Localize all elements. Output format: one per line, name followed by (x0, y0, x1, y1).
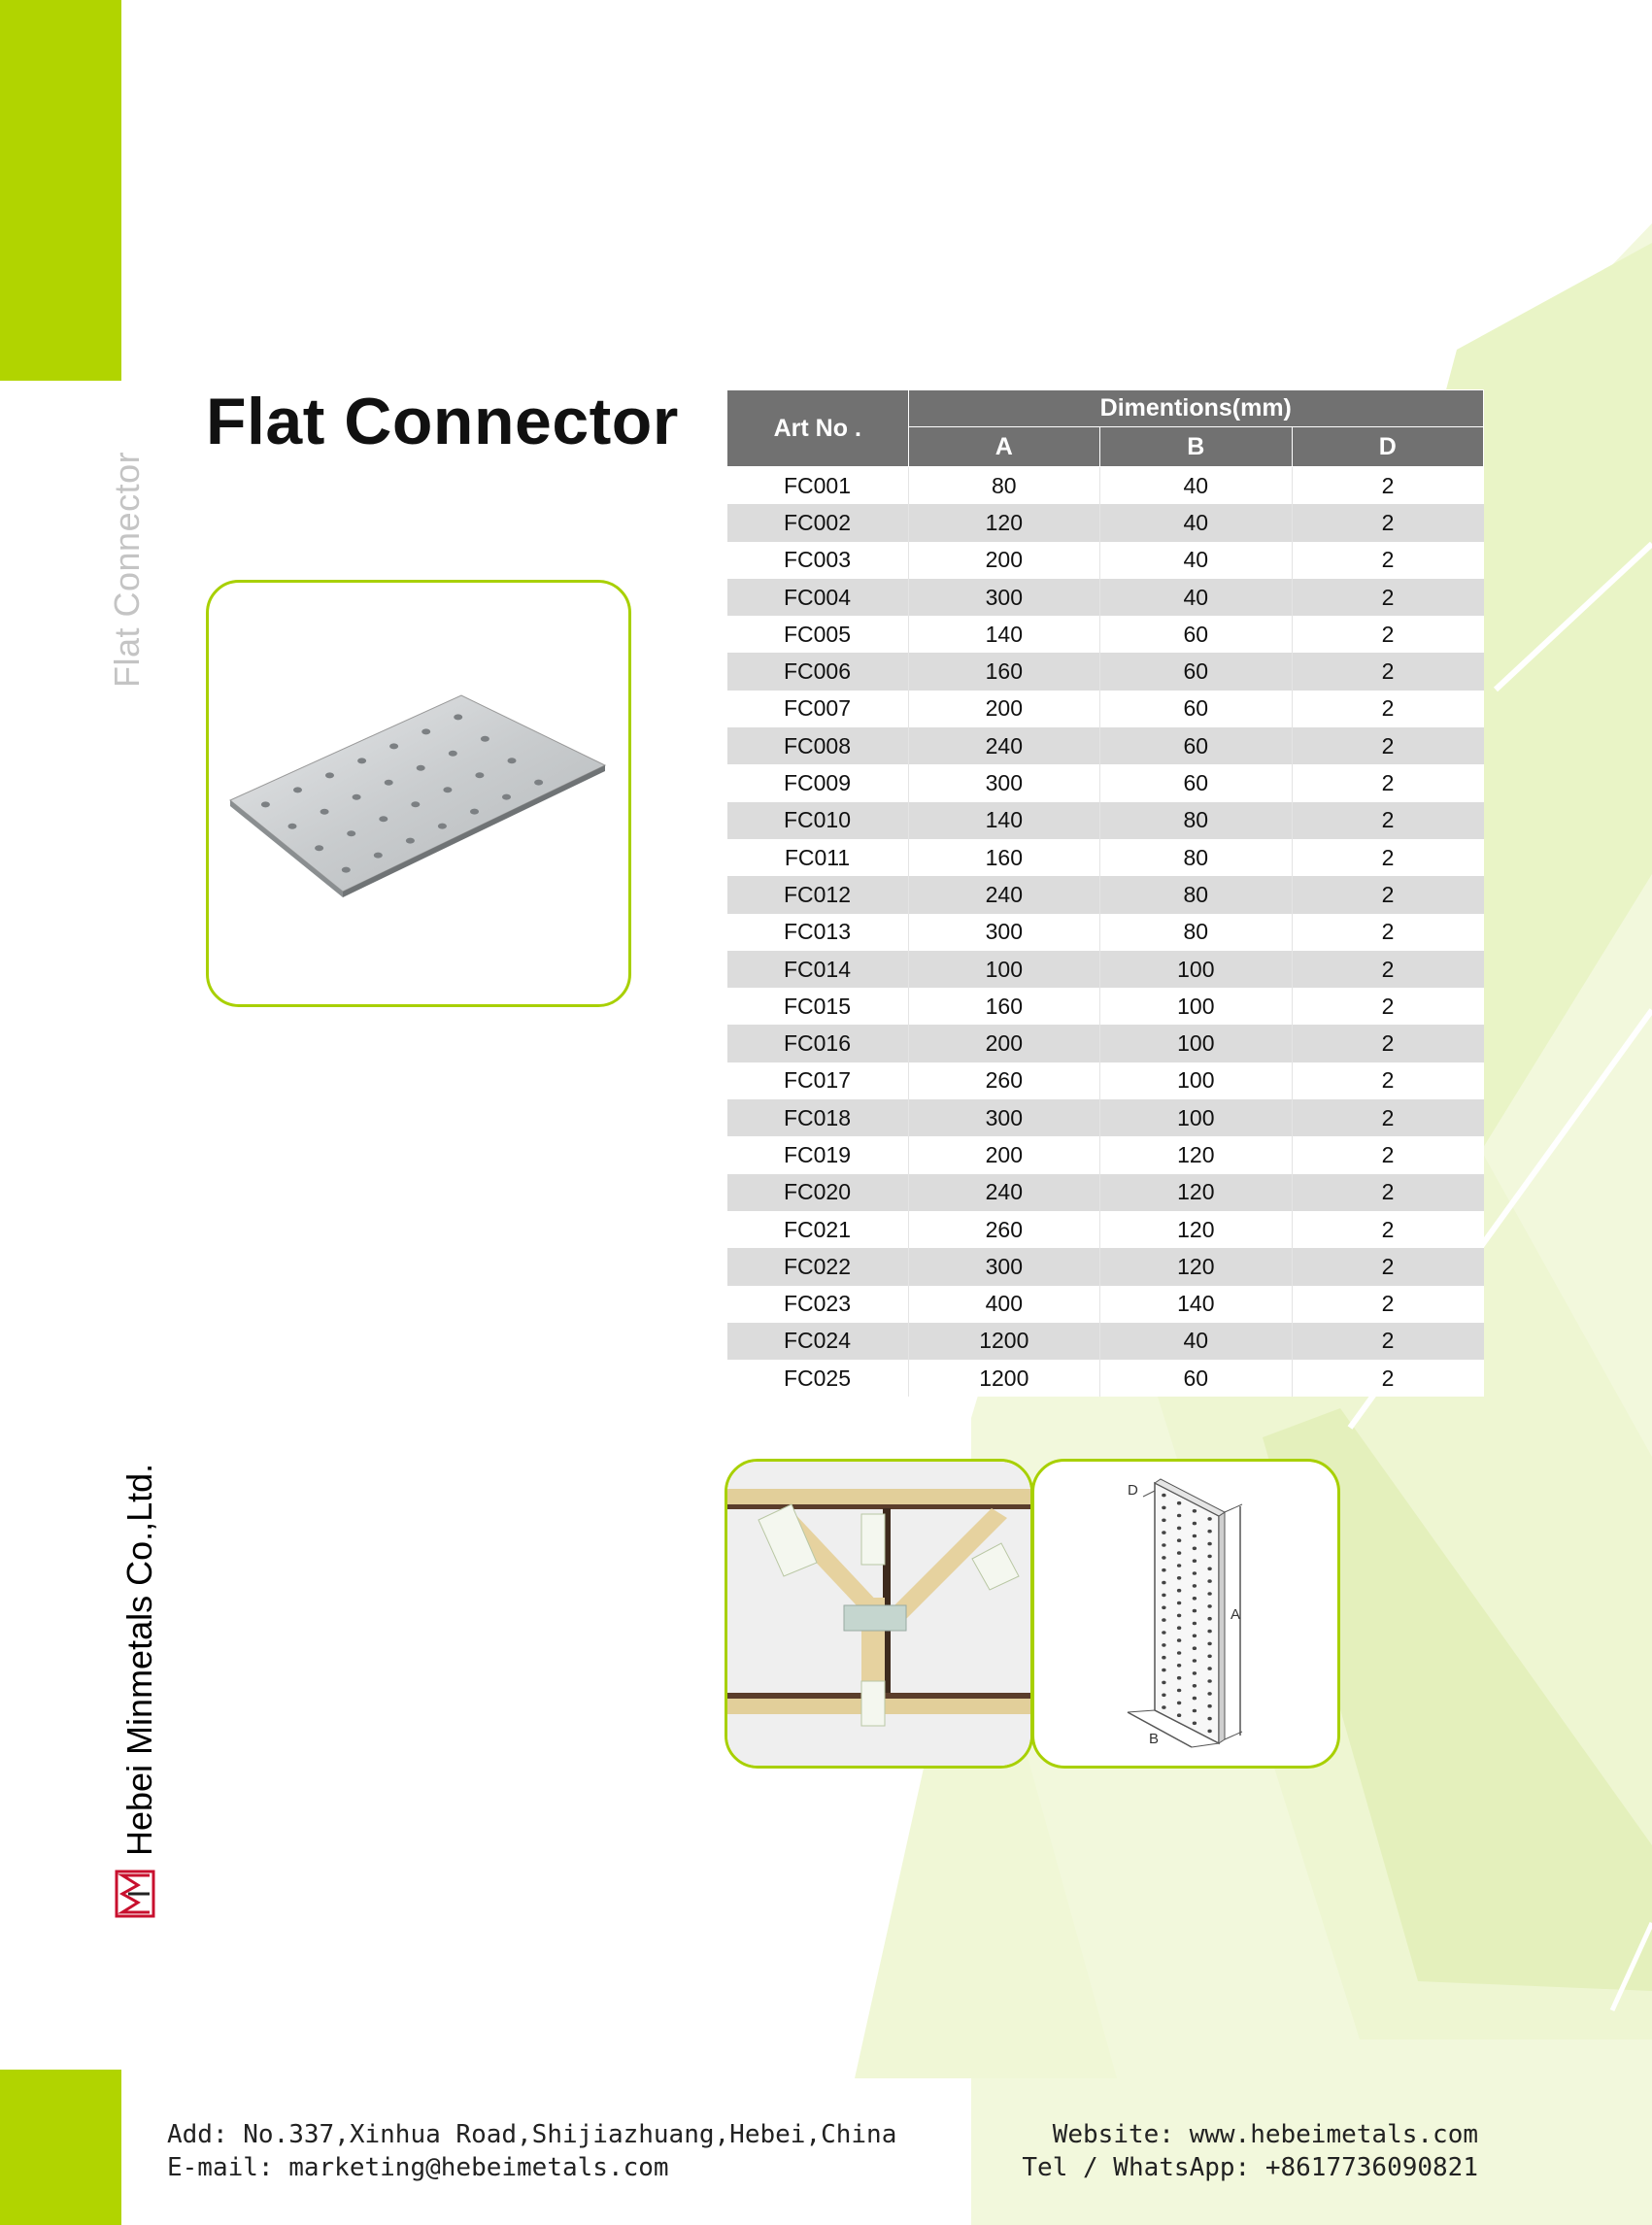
dim-b-cell: 60 (1100, 653, 1292, 690)
dim-a-cell: 80 (908, 467, 1100, 505)
table-row (727, 616, 1484, 653)
dim-d-cell: 2 (1292, 504, 1483, 541)
dim-d-cell: 2 (1292, 1174, 1483, 1211)
art-no-cell: FC018 (727, 1099, 909, 1136)
art-no-cell: FC008 (727, 727, 909, 764)
table-row (727, 542, 1484, 579)
dim-a-cell: 260 (908, 1211, 1100, 1248)
dim-b-cell: 40 (1100, 467, 1292, 505)
footer-contact-right (993, 2118, 1478, 2184)
art-no-cell: FC015 (727, 988, 909, 1025)
dim-d-cell: 2 (1292, 1136, 1483, 1173)
table-row (727, 1062, 1484, 1099)
dim-b-cell: 80 (1100, 914, 1292, 951)
dimension-diagram (1034, 1462, 1337, 1766)
table-row (727, 1286, 1484, 1323)
table-row (727, 988, 1484, 1025)
dim-d-cell: 2 (1292, 1099, 1483, 1136)
dim-a-cell: 300 (908, 579, 1100, 616)
application-photo-frame (725, 1459, 1033, 1769)
dim-b-cell: 60 (1100, 691, 1292, 727)
dim-b-cell: 100 (1100, 1025, 1292, 1062)
dim-b-cell: 120 (1100, 1248, 1292, 1285)
dim-b-cell: 80 (1100, 802, 1292, 839)
dim-a-cell: 140 (908, 802, 1100, 839)
art-no-cell: FC003 (727, 542, 909, 579)
art-no-cell: FC024 (727, 1323, 909, 1360)
art-no-cell: FC010 (727, 802, 909, 839)
dim-b-cell: 60 (1100, 616, 1292, 653)
dim-b-cell: 120 (1100, 1174, 1292, 1211)
dimensions-header: Dimentions(mm) (908, 390, 1483, 427)
dim-d-cell: 2 (1292, 1025, 1483, 1062)
table-row (727, 764, 1484, 801)
art-no-header: Art No . (727, 390, 909, 467)
art-no-cell: FC005 (727, 616, 909, 653)
column-d-header: D (1292, 427, 1483, 467)
art-no-cell: FC004 (727, 579, 909, 616)
dim-d-cell: 2 (1292, 951, 1483, 988)
dim-b-cell: 100 (1100, 951, 1292, 988)
dim-a-cell: 160 (908, 839, 1100, 876)
dim-a-cell: 200 (908, 691, 1100, 727)
art-no-cell: FC001 (727, 467, 909, 505)
diagram-label-a: A (1231, 1606, 1241, 1623)
dim-d-cell: 2 (1292, 579, 1483, 616)
art-no-cell: FC023 (727, 1286, 909, 1323)
dim-d-cell: 2 (1292, 876, 1483, 913)
footer-email: E-mail: marketing@hebeimetals.com (167, 2153, 669, 2182)
product-photo-frame (206, 580, 631, 1007)
art-no-cell: FC011 (727, 839, 909, 876)
table-row (727, 1136, 1484, 1173)
company-name: Hebei Minmetals Co.,Ltd. (118, 1463, 159, 1856)
art-no-cell: FC020 (727, 1174, 909, 1211)
dim-b-cell: 60 (1100, 764, 1292, 801)
dim-a-cell: 140 (908, 616, 1100, 653)
art-no-cell: FC006 (727, 653, 909, 690)
table-row (727, 653, 1484, 690)
table-row (727, 802, 1484, 839)
table-row (727, 727, 1484, 764)
art-no-cell: FC022 (727, 1248, 909, 1285)
dim-d-cell: 2 (1292, 1248, 1483, 1285)
dim-d-cell: 2 (1292, 727, 1483, 764)
table-row (727, 914, 1484, 951)
dim-b-cell: 80 (1100, 839, 1292, 876)
dim-a-cell: 240 (908, 727, 1100, 764)
truss-application-image (727, 1462, 1030, 1766)
dimension-diagram-frame (1031, 1459, 1340, 1769)
art-no-cell: FC013 (727, 914, 909, 951)
side-section-label: Flat Connector (107, 451, 147, 688)
flat-connector-plate-image (209, 583, 628, 1004)
dim-a-cell: 100 (908, 951, 1100, 988)
table-row (727, 1211, 1484, 1248)
footer-contact-left (167, 2118, 896, 2184)
dim-a-cell: 160 (908, 988, 1100, 1025)
dim-a-cell: 300 (908, 914, 1100, 951)
dim-a-cell: 1200 (908, 1323, 1100, 1360)
table-row (727, 951, 1484, 988)
dim-a-cell: 1200 (908, 1360, 1100, 1397)
table-row (727, 1174, 1484, 1211)
dim-d-cell: 2 (1292, 1323, 1483, 1360)
dim-a-cell: 160 (908, 653, 1100, 690)
dim-b-cell: 40 (1100, 579, 1292, 616)
dim-a-cell: 300 (908, 1248, 1100, 1285)
dim-b-cell: 100 (1100, 1099, 1292, 1136)
table-row (727, 839, 1484, 876)
table-row (727, 1248, 1484, 1285)
dim-d-cell: 2 (1292, 653, 1483, 690)
dim-a-cell: 200 (908, 542, 1100, 579)
art-no-cell: FC025 (727, 1360, 909, 1397)
table-row (727, 1360, 1484, 1397)
sidebar-accent-bottom (0, 2070, 121, 2225)
art-no-cell: FC009 (727, 764, 909, 801)
column-a-header: A (908, 427, 1100, 467)
dim-a-cell: 400 (908, 1286, 1100, 1323)
company-logo-icon (115, 1870, 164, 1918)
dim-d-cell: 2 (1292, 764, 1483, 801)
diagram-label-d: D (1128, 1482, 1138, 1499)
dim-b-cell: 60 (1100, 1360, 1292, 1397)
dim-d-cell: 2 (1292, 802, 1483, 839)
art-no-cell: FC019 (727, 1136, 909, 1173)
dim-a-cell: 240 (908, 876, 1100, 913)
dim-d-cell: 2 (1292, 1062, 1483, 1099)
table-row (727, 1099, 1484, 1136)
table-row (727, 579, 1484, 616)
footer-address: Add: No.337,Xinhua Road,Shijiazhuang,Hebei,China (167, 2120, 897, 2149)
art-no-cell: FC007 (727, 691, 909, 727)
diagram-label-b: B (1149, 1731, 1160, 1747)
dim-b-cell: 140 (1100, 1286, 1292, 1323)
dim-b-cell: 40 (1100, 1323, 1292, 1360)
dim-d-cell: 2 (1292, 467, 1483, 505)
art-no-cell: FC021 (727, 1211, 909, 1248)
footer-website: Website: www.hebeimetals.com (1052, 2120, 1478, 2149)
company-vertical-label (115, 1464, 164, 1918)
dim-d-cell: 2 (1292, 839, 1483, 876)
table-row (727, 1025, 1484, 1062)
dim-d-cell: 2 (1292, 542, 1483, 579)
dim-b-cell: 80 (1100, 876, 1292, 913)
dim-a-cell: 120 (908, 504, 1100, 541)
table-row (727, 504, 1484, 541)
dim-d-cell: 2 (1292, 1286, 1483, 1323)
dim-d-cell: 2 (1292, 988, 1483, 1025)
dim-d-cell: 2 (1292, 914, 1483, 951)
dim-b-cell: 100 (1100, 1062, 1292, 1099)
dim-a-cell: 240 (908, 1174, 1100, 1211)
dim-d-cell: 2 (1292, 691, 1483, 727)
art-no-cell: FC016 (727, 1025, 909, 1062)
dim-a-cell: 300 (908, 764, 1100, 801)
dim-b-cell: 120 (1100, 1136, 1292, 1173)
footer-phone: Tel / WhatsApp: +8617736090821 (1022, 2153, 1478, 2182)
dim-a-cell: 260 (908, 1062, 1100, 1099)
dim-a-cell: 200 (908, 1025, 1100, 1062)
dim-b-cell: 60 (1100, 727, 1292, 764)
table-row (727, 876, 1484, 913)
dim-b-cell: 40 (1100, 542, 1292, 579)
dim-a-cell: 300 (908, 1099, 1100, 1136)
sidebar-accent-top (0, 0, 121, 381)
table-row (727, 1323, 1484, 1360)
dim-b-cell: 120 (1100, 1211, 1292, 1248)
dim-d-cell: 2 (1292, 1360, 1483, 1397)
dim-d-cell: 2 (1292, 616, 1483, 653)
art-no-cell: FC017 (727, 1062, 909, 1099)
spec-table (726, 389, 1484, 1397)
dim-a-cell: 200 (908, 1136, 1100, 1173)
table-row (727, 467, 1484, 505)
dim-b-cell: 40 (1100, 504, 1292, 541)
dim-b-cell: 100 (1100, 988, 1292, 1025)
column-b-header: B (1100, 427, 1292, 467)
page-title: Flat Connector (206, 385, 679, 458)
dim-d-cell: 2 (1292, 1211, 1483, 1248)
table-row (727, 691, 1484, 727)
art-no-cell: FC012 (727, 876, 909, 913)
art-no-cell: FC014 (727, 951, 909, 988)
art-no-cell: FC002 (727, 504, 909, 541)
